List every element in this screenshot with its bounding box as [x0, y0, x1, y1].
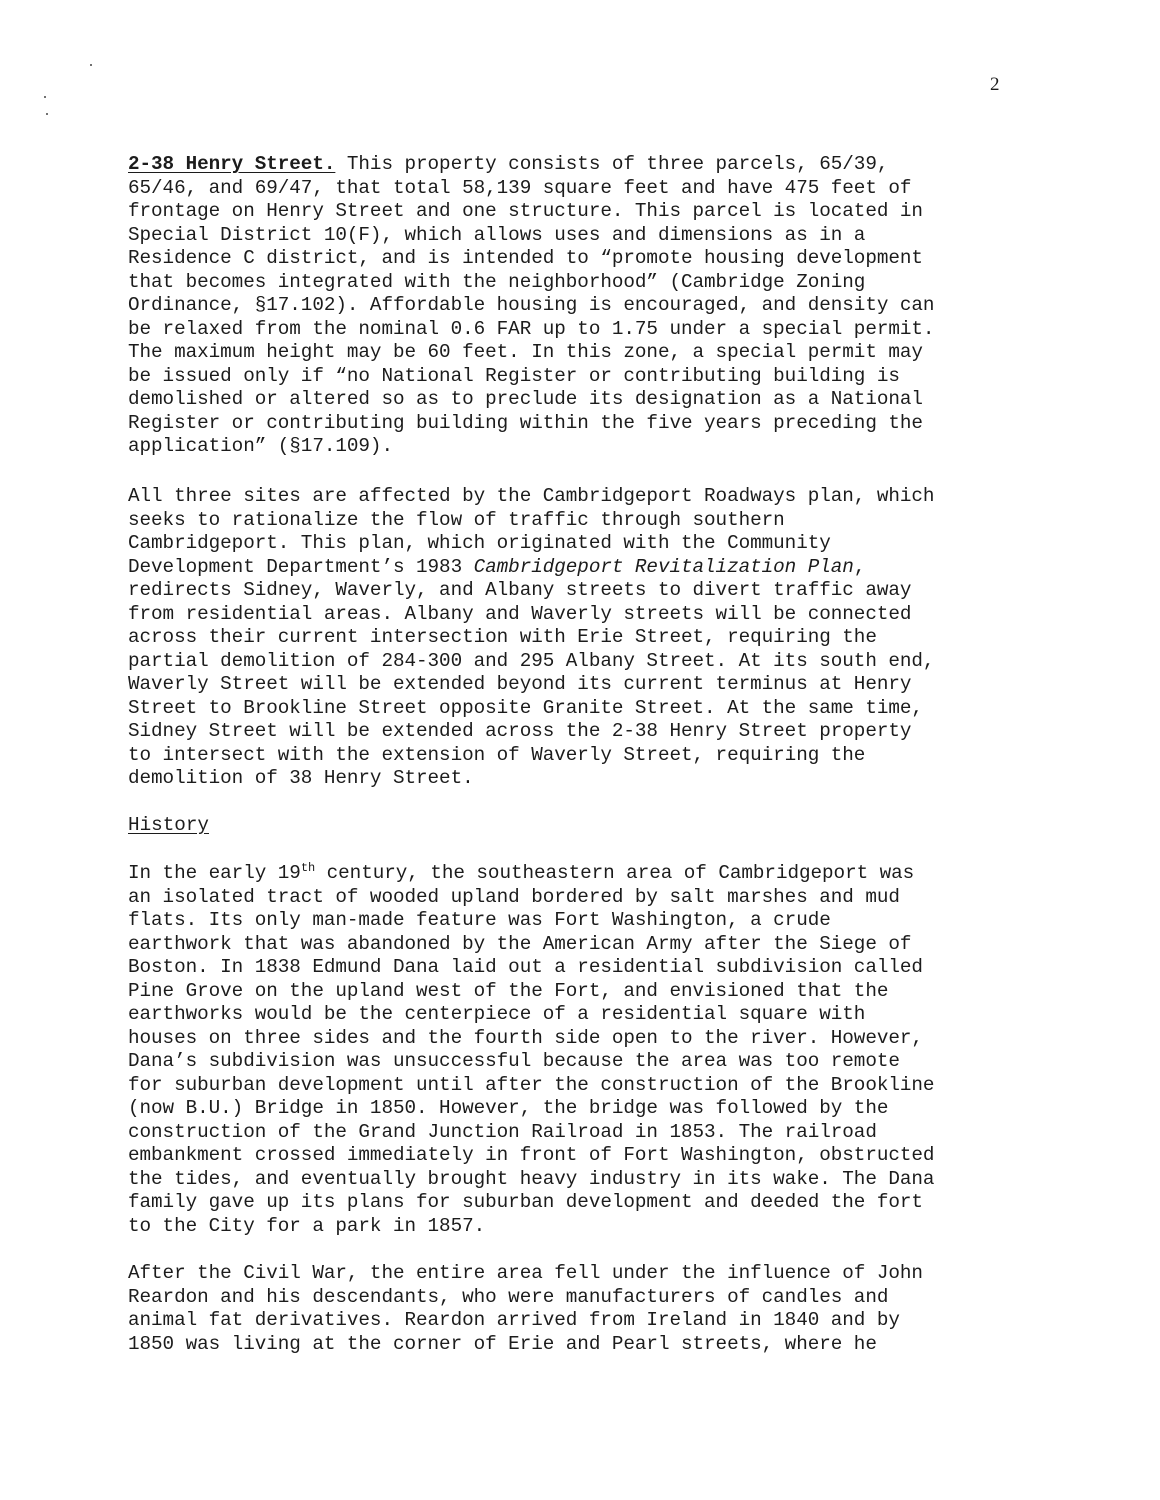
- text-line: houses on three sides and the fourth side open to the river. However,: [128, 1026, 923, 1049]
- text-line: for suburban development until after the construction of the Brookline: [128, 1073, 935, 1096]
- text-line: the tides, and eventually brought heavy industry in its wake. The Dana: [128, 1167, 935, 1190]
- text-line: 1850 was living at the corner of Erie and Pearl streets, where he: [128, 1332, 877, 1355]
- paragraph-first-line: [128, 153, 1018, 177]
- ordinal-superscript: th: [300, 861, 316, 875]
- text-line: flats. Its only man-made feature was Fort Washington, a crude: [128, 909, 831, 931]
- text-line: redirects Sidney, Waverly, and Albany streets to divert traffic away: [128, 579, 912, 601]
- text-line: be relaxed from the nominal 0.6 FAR up to 1.75 under a special permit.: [128, 317, 935, 340]
- text-line: Pine Grove on the upland west of the Fort, and envisioned that the: [128, 979, 889, 1002]
- henry-street-paragraph: [128, 153, 1018, 459]
- text-line: Register or contributing building within the five years preceding the: [128, 411, 923, 434]
- text-line: frontage on Henry Street and one structure. This parcel is located in: [128, 200, 923, 222]
- text-line: application” (§17.109).: [128, 435, 393, 457]
- scan-speck: [44, 96, 46, 98]
- text-line: embankment crossed immediately in front of Fort Washington, obstructed: [128, 1144, 935, 1166]
- text-line: across their current intersection with Erie Street, requiring the: [128, 626, 877, 648]
- text-line: Boston. In 1838 Edmund Dana laid out a residential subdivision called: [128, 956, 923, 978]
- text-line: demolition of 38 Henry Street.: [128, 767, 474, 789]
- text-line: partial demolition of 284-300 and 295 Albany Street. At its south end,: [128, 649, 935, 672]
- text-line: to intersect with the extension of Waverly Street, requiring the: [128, 743, 866, 766]
- section-lead-title: 2-38 Henry Street.: [128, 153, 336, 175]
- text-line: Residence C district, and is intended to “promote housing development: [128, 247, 923, 269]
- page-number: 2: [990, 74, 1000, 95]
- text-line: seeks to rationalize the flow of traffic through southern: [128, 508, 785, 531]
- line-suffix: century, the southeastern area of Cambridgeport was: [315, 862, 915, 884]
- text-line: 65/46, and 69/47, that total 58,139 square feet and have 475 feet of: [128, 176, 912, 199]
- text-line: an isolated tract of wooded upland bordered by salt marshes and mud: [128, 885, 900, 908]
- roadways-paragraph: [128, 485, 1018, 791]
- text-line: be issued only if “no National Register or contributing building is: [128, 364, 900, 387]
- text-line: earthwork that was abandoned by the American Army after the Siege of: [128, 932, 912, 955]
- text-line: Reardon and his descendants, who were manufacturers of candles and: [128, 1285, 889, 1308]
- history-paragraph-2: [128, 1262, 1018, 1356]
- history-heading: History: [128, 814, 209, 836]
- text-line: Street to Brookline Street opposite Granite Street. At the same time,: [128, 696, 923, 719]
- text-line: All three sites are affected by the Cambridgeport Roadways plan, which: [128, 485, 935, 507]
- text-line: After the Civil War, the entire area fell under the influence of John: [128, 1262, 923, 1284]
- text-line-with-superscript: [128, 862, 1018, 886]
- text-line: Waverly Street will be extended beyond its current terminus at Henry: [128, 673, 912, 695]
- text-line: The maximum height may be 60 feet. In this zone, a special permit may: [128, 341, 923, 363]
- scan-speck: [90, 64, 92, 66]
- text-line-with-title: [128, 556, 1018, 580]
- history-paragraph-1: [128, 862, 1018, 1238]
- first-line-text: This property consists of three parcels, 65/39,: [335, 153, 889, 175]
- text-line: from residential areas. Albany and Waverly streets will be connected: [128, 602, 912, 625]
- text-line: that becomes integrated with the neighborhood” (Cambridge Zoning: [128, 270, 866, 293]
- text-line: family gave up its plans for suburban development and deeded the fort: [128, 1191, 923, 1213]
- text-line: Dana’s subdivision was unsuccessful because the area was too remote: [128, 1050, 900, 1072]
- plan-title: Cambridgeport Revitalization Plan: [473, 555, 854, 578]
- line-prefix: Development Department’s 1983: [128, 555, 474, 578]
- line-suffix: ,: [853, 555, 866, 578]
- text-line: to the City for a park in 1857.: [128, 1214, 486, 1237]
- text-line: Sidney Street will be extended across the 2-38 Henry Street property: [128, 720, 912, 742]
- text-line: Ordinance, §17.102). Affordable housing is encouraged, and density can: [128, 294, 935, 316]
- scan-speck: [46, 113, 48, 115]
- text-line: (now B.U.) Bridge in 1850. However, the bridge was followed by the: [128, 1097, 889, 1119]
- text-line: construction of the Grand Junction Railroad in 1853. The railroad: [128, 1120, 877, 1143]
- line-prefix: In the early 19: [128, 862, 301, 884]
- text-line: Cambridgeport. This plan, which originated with the Community: [128, 532, 831, 554]
- text-line: earthworks would be the centerpiece of a residential square with: [128, 1003, 866, 1025]
- text-line: Special District 10(F), which allows uses and dimensions as in a: [128, 223, 866, 246]
- text-line: animal fat derivatives. Reardon arrived from Ireland in 1840 and by: [128, 1309, 900, 1331]
- text-line: demolished or altered so as to preclude its designation as a National: [128, 388, 923, 410]
